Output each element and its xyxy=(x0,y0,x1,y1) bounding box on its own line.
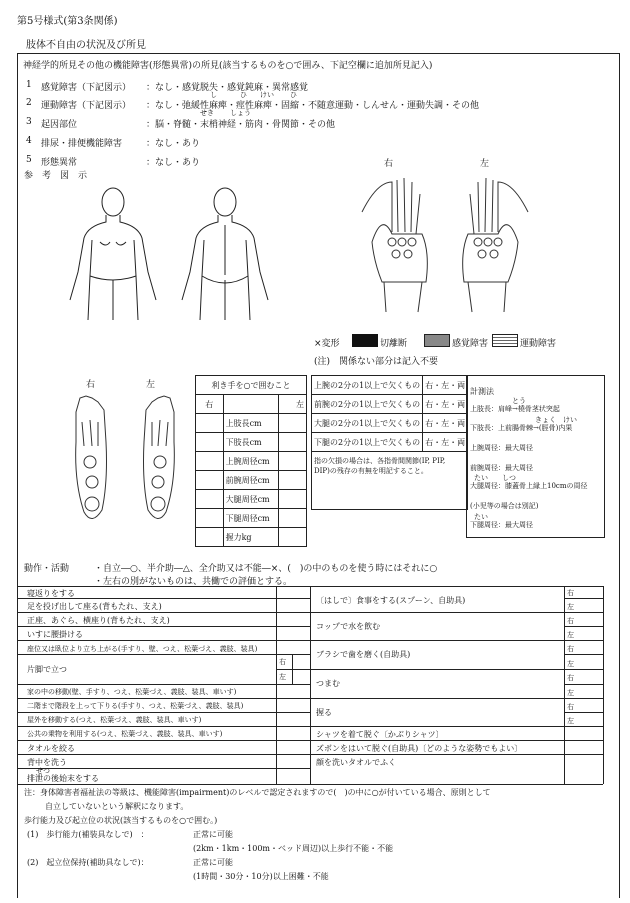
activity-label: 動作・活動 xyxy=(24,564,70,574)
walking-item-1-options[interactable]: (2km・1km・100m・ベッド周辺)以上歩行不能・不能 xyxy=(193,844,394,853)
activity-note-2: ・左右の別がないものは、共働での評価とする。 xyxy=(94,577,293,587)
ruby-seki: せき xyxy=(200,109,214,117)
activity-row-face: 顔を洗いタオルでふく xyxy=(316,758,396,767)
body-back-figure xyxy=(182,188,268,320)
method-line: (小児等の場合は別記) xyxy=(470,502,539,510)
finger-note-cell xyxy=(312,452,468,510)
measurement-table-header: 利き手を○で囲むこと xyxy=(196,376,307,395)
method-ruby: たい xyxy=(474,513,488,521)
left-hand-skeleton xyxy=(463,178,528,312)
findings-intro: 神経学的所見その他の機能障害(形態異常)の所見(該当するものを○で囲み、下記空欄に追加所見記入) xyxy=(23,61,433,71)
activity-row-shirt: シャツを着て脱ぐ〔かぶりシャツ〕 xyxy=(316,730,444,739)
legend-deform: ×変形 xyxy=(314,339,340,349)
footer-note-1: 注：身体障害者福祉法の等級は、機能障害(impairment)のレベルで認定されますので( )の中に○が付いている場合、原則として xyxy=(24,788,491,797)
rl-right-mark: 右 xyxy=(567,645,574,653)
rl-right-mark: 右 xyxy=(567,703,574,711)
activity-row-teeth: ブラシで歯を磨く(自助具) xyxy=(316,650,411,659)
missing-row-label: 大腿の2分の1以上で欠くもの xyxy=(312,414,423,433)
missing-row-label: 下腿の2分の1以上で欠くもの xyxy=(312,433,423,452)
activity-row-cup: コップで水を飲む xyxy=(316,622,381,631)
measurement-row-label: 大腿周径cm xyxy=(223,490,279,509)
legend-sensory-swatch xyxy=(424,334,450,347)
legend-note: (注) 関係ない部分は記入不要 xyxy=(314,357,439,367)
body-figures xyxy=(40,180,280,330)
ruby-kei: けい xyxy=(260,91,274,99)
method-title: 計測法 xyxy=(470,387,494,396)
method-ruby: とう xyxy=(512,397,526,405)
activity-row-outdoor: 屋外を移動する(つえ、松葉づえ、義肢、装具、車いす) xyxy=(27,716,202,724)
ruby-shi: し xyxy=(210,91,217,99)
feet-skeleton-figure xyxy=(62,392,188,530)
rl-right-mark: 右 xyxy=(567,617,574,625)
activity-row-standing-up: 座位又は臥位より立ち上がる(手すり、壁、つえ、松葉づえ、義肢、装具) xyxy=(27,645,258,653)
ruby-hi2: ひ xyxy=(290,91,297,99)
ruby-shou: しょう xyxy=(230,109,251,117)
activity-row-sitting-legs: 足を投げ出して座る(背もたれ、支え) xyxy=(27,602,162,611)
left-foot-skeleton xyxy=(144,396,175,519)
activity-row-seiza: 正座、あぐら、横座り(背もたれ、支え) xyxy=(27,616,170,625)
activity-row-rolling: 寝返りをする xyxy=(27,589,75,598)
activity-row-one-leg: 片脚で立つ xyxy=(27,665,67,674)
standing-item-2-normal[interactable]: 正常に可能 xyxy=(193,858,233,867)
ruby-hi1: ひ xyxy=(240,91,247,99)
missing-row-label: 前腕の2分の1以上で欠くもの xyxy=(312,395,423,414)
activity-row-eating: 〔はしで〕食事をする(スプーン、自助具) xyxy=(316,596,466,605)
finger-note-line: 指の欠損の場合は、各指骨間関節(IP, PIP, xyxy=(314,457,446,465)
legend-amputation: 切離断 xyxy=(380,339,408,349)
form-subtitle: 肢体不自由の状況及び所見 xyxy=(26,40,146,51)
rl-right-mark: 右 xyxy=(567,589,574,597)
measurement-row-label: 上肢長cm xyxy=(223,414,279,433)
activity-note-1: ・自立―○、半介助―△、全介助又は不能―×、( )の中のものを使う時にはそれに○ xyxy=(94,564,438,574)
rl-left-mark: 左 xyxy=(567,717,574,725)
finger-note-line: DIP)の残存の有無を明記すること。 xyxy=(314,467,428,475)
missing-row-options[interactable]: 右・左・両 xyxy=(423,414,468,433)
missing-row-label: 上腕の2分の1以上で欠くもの xyxy=(312,376,423,395)
activity-row-stairs: 二階まで階段を上って下りる(手すり、つえ、松葉づえ、義肢、装具) xyxy=(27,702,244,710)
standing-item-2-label: (2) 起立位保持(補助具なしで)： xyxy=(27,858,149,867)
standing-item-2-options[interactable]: (1時間・30分・10分)以上困難・不能 xyxy=(193,872,329,881)
walking-item-1-label: (1) 歩行能力(補装具なしで) ： xyxy=(27,830,149,839)
activity-row-pants: ズボンをはいて脱ぐ(自助具)〔どのような姿勢でもよい〕 xyxy=(316,744,523,753)
method-line: 上肢長：肩峰→橈骨茎状突起 xyxy=(470,405,560,413)
right-hand-skeleton xyxy=(362,178,427,312)
method-line: 前腕周径：最大周径 xyxy=(470,464,533,472)
measurement-row-label: 前腕周径cm xyxy=(223,471,279,490)
activity-row-grip: 握る xyxy=(316,708,332,717)
body-front-figure xyxy=(70,188,156,320)
feet-left-label: 左 xyxy=(146,380,156,390)
activity-row-public-transport: 公共の乗物を利用する(つえ、松葉づえ、義肢、装具、車いす) xyxy=(27,730,223,738)
form-number: 第5号様式(第3条関係) xyxy=(17,16,118,27)
excrete-ruby: せつ xyxy=(36,767,50,775)
rl-left-mark: 左 xyxy=(567,689,574,697)
hands-skeleton-figure xyxy=(352,172,538,316)
method-line: 下腿周径：最大周径 xyxy=(470,521,533,529)
rl-left-mark: 左 xyxy=(567,603,574,611)
missing-row-options[interactable]: 右・左・両 xyxy=(423,376,468,395)
rl-right-mark: 右 xyxy=(567,674,574,682)
rl-left-mark: 左 xyxy=(567,660,574,668)
measurement-row-label: 上腕周径cm xyxy=(223,452,279,471)
measurement-left-header: 左 xyxy=(279,395,307,414)
hands-right-label: 右 xyxy=(384,159,394,169)
missing-row-options[interactable]: 右・左・両 xyxy=(423,395,468,414)
activity-row-toilet: 排泄の後始末をする xyxy=(27,774,99,783)
method-line: 下肢長：上前腸骨棘→(脛骨)内果 xyxy=(470,424,573,432)
one-leg-right: 右 xyxy=(279,658,286,666)
legend-sensory: 感覚障害 xyxy=(452,339,489,349)
measurement-table xyxy=(195,375,307,547)
measurement-row-label: 下腿周径cm xyxy=(223,509,279,528)
activity-row-indoor: 家の中の移動(壁、手すり、つえ、松葉づえ、義肢、装具、車いす) xyxy=(27,688,237,696)
method-ruby: たい しつ xyxy=(474,474,516,482)
missing-row-options[interactable]: 右・左・両 xyxy=(423,433,468,452)
legend-motor-swatch xyxy=(492,334,518,347)
hands-left-label: 左 xyxy=(480,159,490,169)
legend-amputation-swatch xyxy=(352,334,378,347)
method-line: 上腕周径：最大周径 xyxy=(470,444,533,452)
activity-row-towel: タオルを絞る xyxy=(27,744,75,753)
activity-row-chair: いすに腰掛ける xyxy=(27,630,83,639)
rl-left-mark: 左 xyxy=(567,631,574,639)
reference-title: 参 考 図 示 xyxy=(24,171,88,181)
method-ruby: きょく けい xyxy=(535,416,577,424)
right-foot-skeleton xyxy=(76,396,107,519)
missing-limb-table xyxy=(311,375,468,510)
legend-motor: 運動障害 xyxy=(520,339,557,349)
one-leg-left: 左 xyxy=(279,673,286,681)
activity-row-pinch: つまむ xyxy=(316,679,340,688)
walking-item-1-normal[interactable]: 正常に可能 xyxy=(193,830,233,839)
measurement-right-header: 右 xyxy=(196,395,224,414)
method-line: 大腿周径：膝蓋骨上縁上10cmの周径 xyxy=(470,482,588,490)
footer-note-2: 自立していないという解釈になります。 xyxy=(45,802,189,811)
activity-row-back: 背中を洗う xyxy=(27,758,67,767)
walking-title: 歩行能力及び起立位の状況(該当するものを○で囲む。) xyxy=(24,816,218,825)
measurement-row-label: 下肢長cm xyxy=(223,433,279,452)
feet-right-label: 右 xyxy=(86,380,96,390)
measurement-row-label: 握力kg xyxy=(223,528,279,547)
